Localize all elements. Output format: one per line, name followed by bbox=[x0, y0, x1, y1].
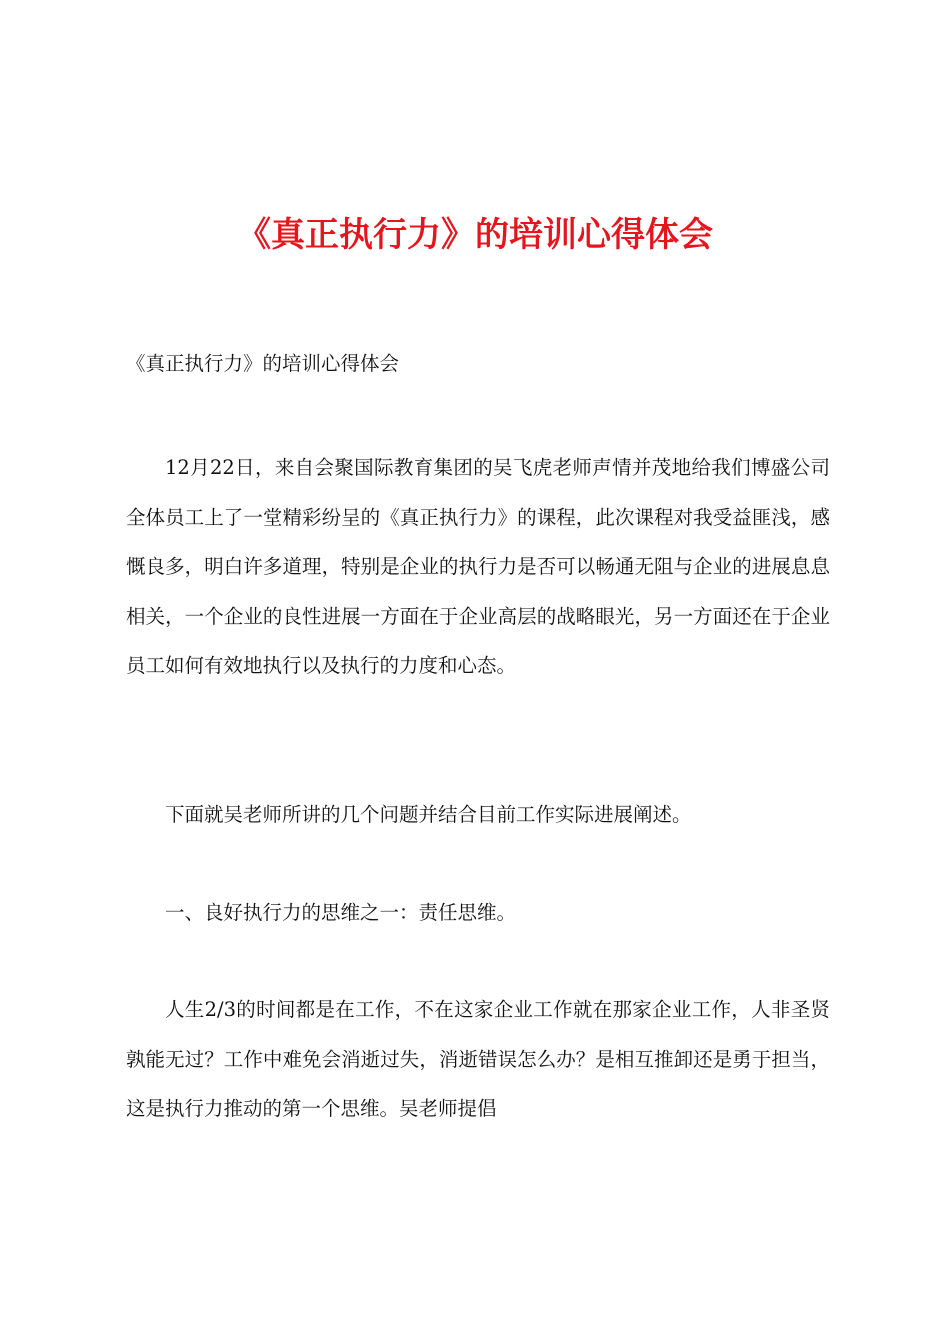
paragraph-overview: 下面就吴老师所讲的几个问题并结合目前工作实际进展阐述。 bbox=[165, 803, 692, 826]
document-title: 《真正执行力》的培训心得体会 bbox=[237, 215, 713, 255]
paragraph-intro: 12月22日，来自会聚国际教育集团的吴飞虎老师声情并茂地给我们博盛公司全体员工上了一堂精彩纷呈的《真正执行力》的课程，此次课程对我受益匪浅，感慨良多，明白许多道理，特别是企业的执行力是否可以畅通无阻与企业的进展息息相关，一个企业的良性进展一方面在于企业高层的战略眼光，另一方面还在于企业员工如何有效地执行以及执行的力度和心态。 bbox=[126, 456, 830, 677]
document-subtitle: 《真正执行力》的培训心得体会 bbox=[126, 352, 400, 375]
section-heading-responsibility: 一、良好执行力的思维之一：责任思维。 bbox=[165, 901, 517, 924]
paragraph-responsibility: 人生2/3的时间都是在工作，不在这家企业工作就在那家企业工作，人非圣贤孰能无过？工作中难免会消逝过失，消逝错误怎么办？是相互推卸还是勇于担当，这是执行力推动的第一个思维。吴老师提倡 bbox=[126, 998, 830, 1120]
